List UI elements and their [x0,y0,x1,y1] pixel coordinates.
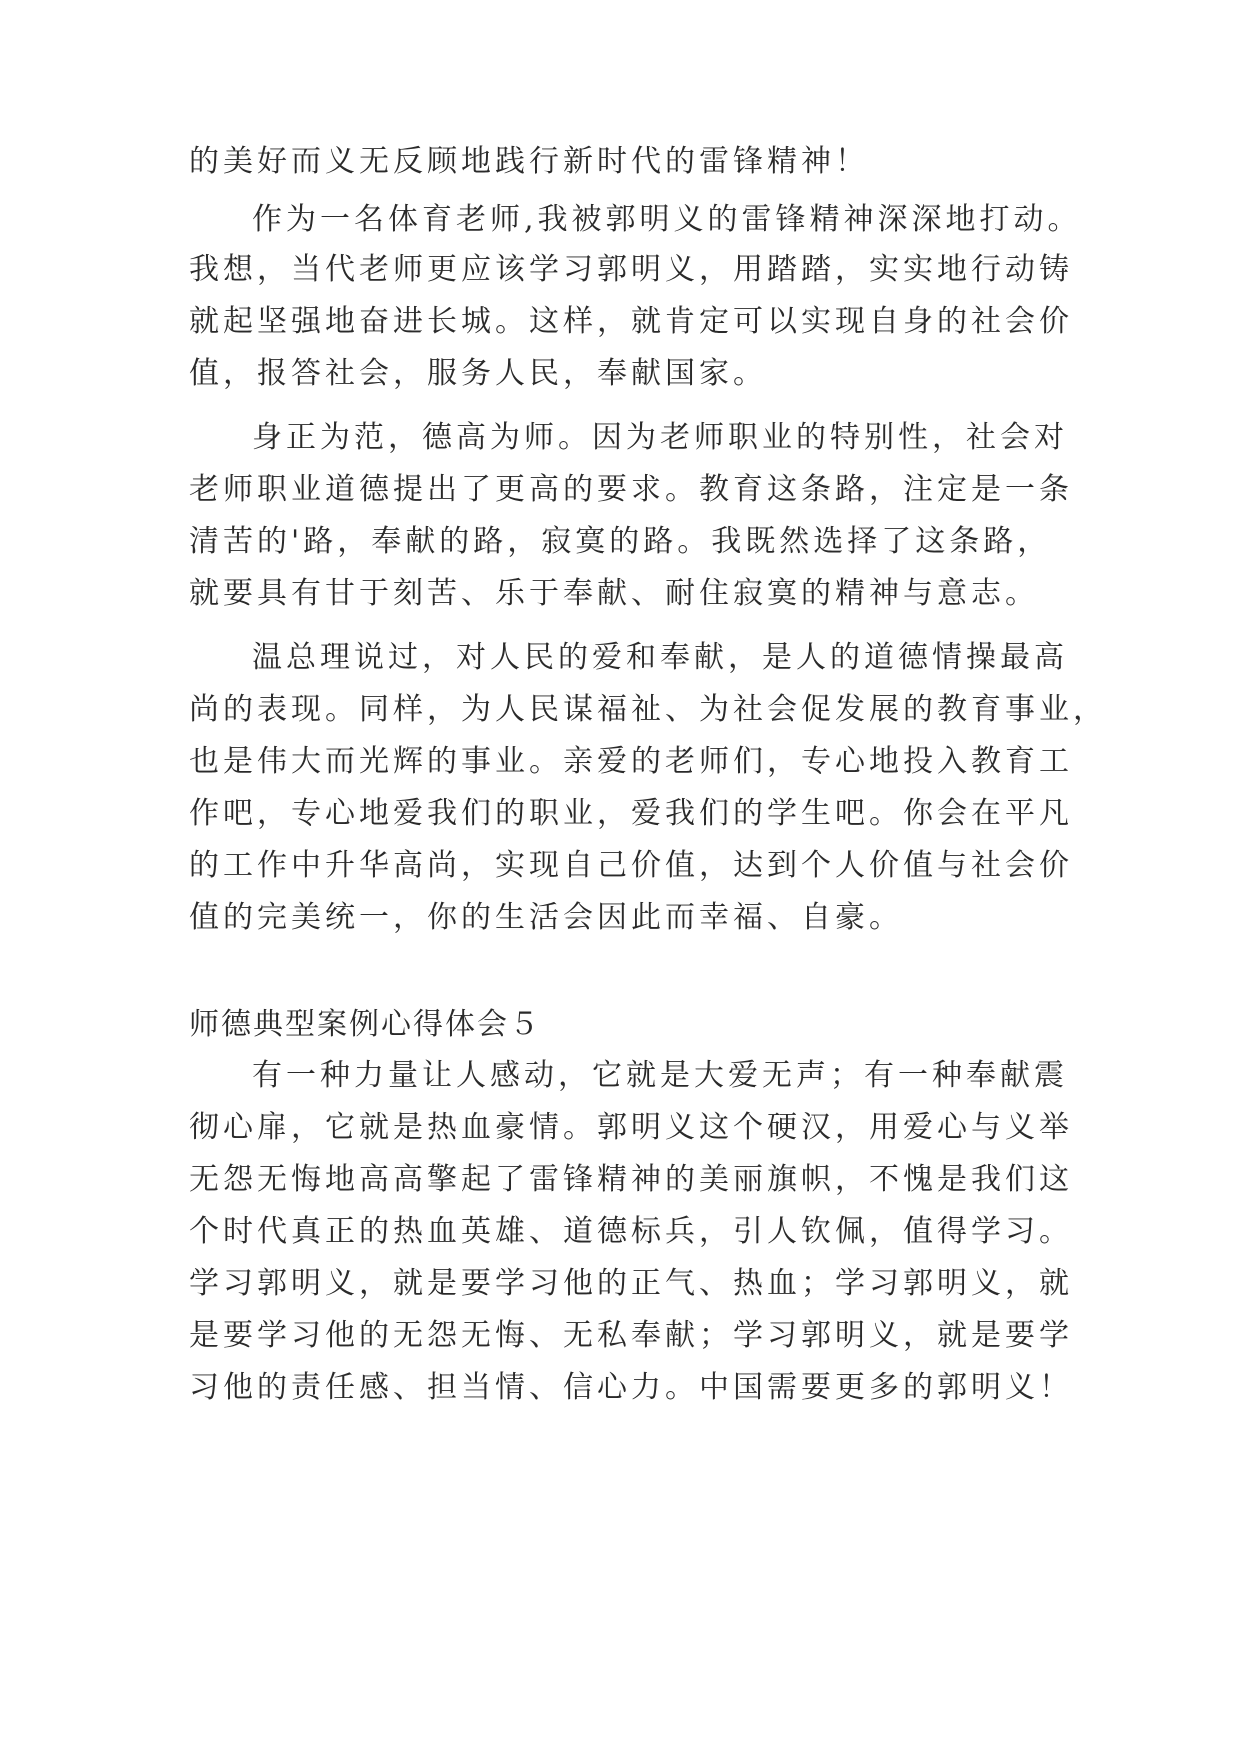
text-line: 尚的表现。同样，为人民谋福祉、为社会促发展的教育事业， [189,692,1107,727]
section-heading: 师德典型案例心得体会５ [189,1007,541,1042]
text-line: 就要具有甘于刻苦、乐于奉献、耐住寂寞的精神与意志。 [189,576,1039,611]
text-line: 值的完美统一，你的生活会因此而幸福、自豪。 [189,900,903,935]
paragraph-first-line: 身正为范，德高为师。因为老师职业的特别性，社会对 [252,420,1068,455]
text-line: 也是伟大而光辉的事业。亲爱的老师们，专心地投入教育工 [189,744,1073,779]
paragraph-first-line: 温总理说过，对人民的爱和奉献，是人的道德情操最高 [252,640,1068,675]
text-line: 彻心扉，它就是热血豪情。郭明义这个硬汉，用爱心与义举 [189,1110,1073,1145]
paragraph-first-line: 作为一名体育老师,我被郭明义的雷锋精神深深地打动。 [252,202,1082,237]
text-line: 我想，当代老师更应该学习郭明义，用踏踏，实实地行动铸 [189,252,1073,287]
text-line: 的美好而义无反顾地践行新时代的雷锋精神！ [189,144,869,179]
text-line: 学习郭明义，就是要学习他的正气、热血；学习郭明义，就 [189,1266,1073,1301]
text-line: 个时代真正的热血英雄、道德标兵，引人钦佩，值得学习。 [189,1214,1073,1249]
text-line: 无怨无悔地高高擎起了雷锋精神的美丽旗帜，不愧是我们这 [189,1162,1073,1197]
paragraph-first-line: 有一种力量让人感动，它就是大爱无声；有一种奉献震 [252,1058,1068,1093]
text-line: 是要学习他的无怨无悔、无私奉献；学习郭明义，就是要学 [189,1318,1073,1353]
text-line: 作吧，专心地爱我们的职业，爱我们的学生吧。你会在平凡 [189,796,1073,831]
text-line: 值，报答社会，服务人民，奉献国家。 [189,356,767,391]
text-line: 老师职业道德提出了更高的要求。教育这条路，注定是一条 [189,472,1073,507]
text-line: 习他的责任感、担当情、信心力。中国需要更多的郭明义！ [189,1370,1073,1405]
text-line: 就起坚强地奋进长城。这样，就肯定可以实现自身的社会价 [189,304,1073,339]
text-line: 清苦的'路，奉献的路，寂寞的路。我既然选择了这条路， [189,524,1052,559]
text-line: 的工作中升华高尚，实现自己价值，达到个人价值与社会价 [189,848,1073,883]
